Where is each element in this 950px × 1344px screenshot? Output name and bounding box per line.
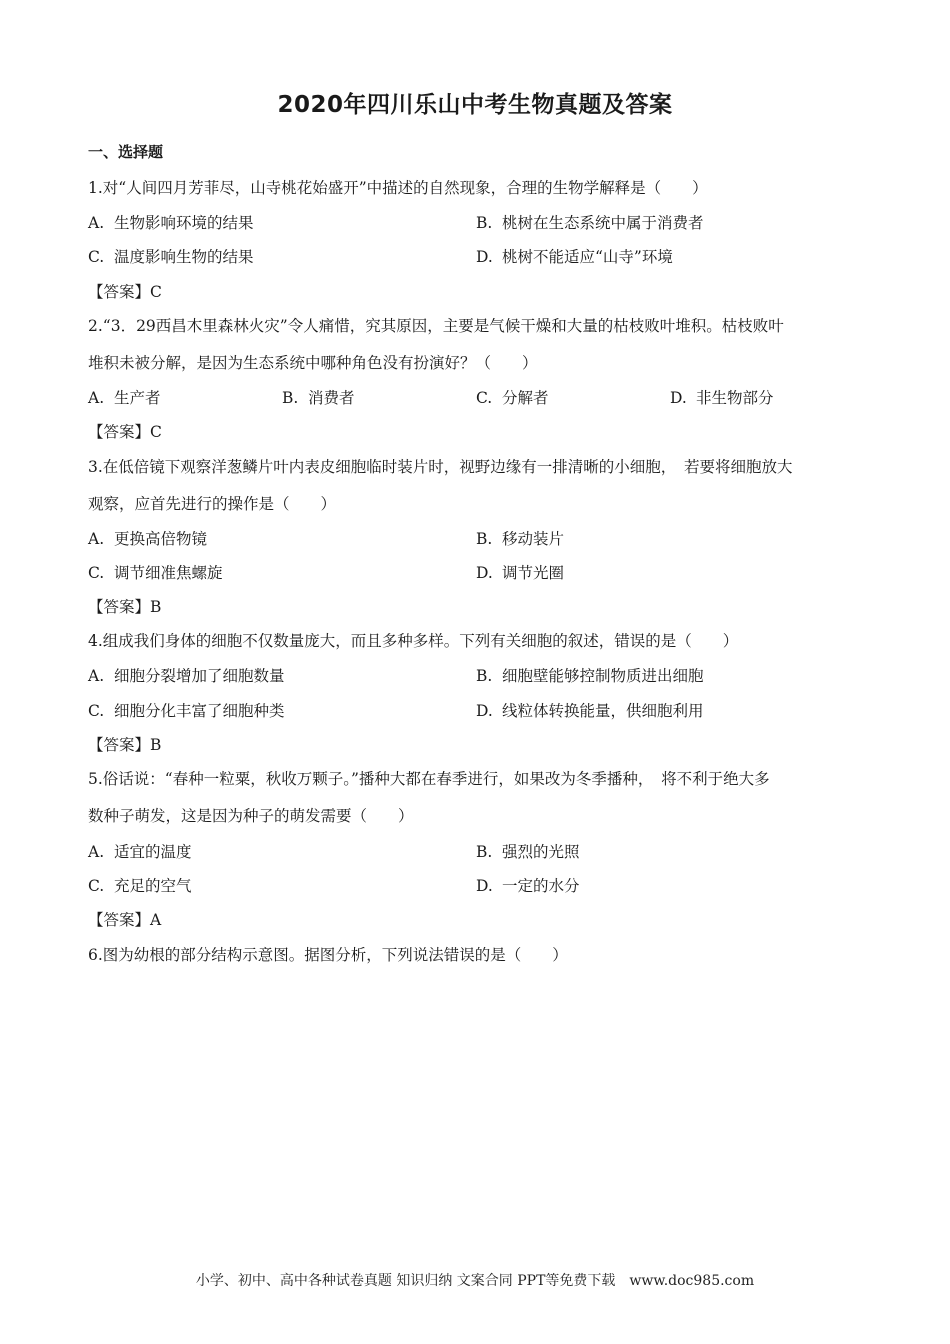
question-4-option-c: C. 细胞分化丰富了细胞种类 (88, 702, 285, 720)
question-2-line-2: 堆积未被分解，是因为生态系统中哪种角色没有扮演好？（ ） (88, 354, 538, 372)
question-2-option-b: B. 消费者 (282, 389, 355, 407)
question-5-line-1: 5.俗话说：“春种一粒粟，秋收万颗子。”播种大都在春季进行，如果改为冬季播种， 将不利于绝大多 (88, 770, 770, 788)
question-4-option-b: B. 细胞壁能够控制物质进出细胞 (476, 667, 704, 685)
question-5-line-2: 数种子萌发，这是因为种子的萌发需要（ ） (88, 807, 414, 825)
page-footer: 小学、初中、高中各种试卷真题 知识归纳 文案合同 PPT等免费下载 www.doc985.com (195, 1273, 755, 1289)
question-2-answer: 【答案】C (88, 423, 162, 441)
question-2-option-a: A. 生产者 (88, 389, 161, 407)
question-3-option-a: A. 更换高倍物镜 (88, 530, 208, 548)
question-1-answer: 【答案】C (88, 283, 162, 301)
question-4-line-1: 4.组成我们身体的细胞不仅数量庞大，而且多种多样。下列有关细胞的叙述，错误的是（ ） (88, 632, 739, 650)
question-4-answer: 【答案】B (88, 736, 162, 754)
question-3-option-c: C. 调节细准焦螺旋 (88, 564, 223, 582)
question-3-line-2: 观察，应首先进行的操作是（ ） (88, 495, 337, 513)
question-4-option-d: D. 线粒体转换能量，供细胞利用 (476, 702, 704, 720)
question-1-line-1: 1.对“人间四月芳菲尽，山寺桃花始盛开”中描述的自然现象，合理的生物学解释是（ ） (88, 179, 708, 197)
question-5-answer: 【答案】A (88, 911, 162, 929)
question-2-line-1: 2.“3．29西昌木里森林火灾”令人痛惜，究其原因，主要是气候干燥和大量的枯枝败叶堆积。枯枝败叶 (88, 317, 784, 335)
question-3-line-1: 3.在低倍镜下观察洋葱鳞片叶内表皮细胞临时装片时，视野边缘有一排清晰的小细胞， 若要将细胞放大 (88, 458, 793, 476)
question-2-option-d: D. 非生物部分 (670, 389, 774, 407)
question-6-line-1: 6.图为幼根的部分结构示意图。据图分析，下列说法错误的是（ ） (88, 946, 568, 964)
question-5-option-b: B. 强烈的光照 (476, 843, 580, 861)
question-2-option-c: C. 分解者 (476, 389, 549, 407)
question-4-option-a: A. 细胞分裂增加了细胞数量 (88, 667, 285, 685)
question-3-option-d: D. 调节光圈 (476, 564, 565, 582)
question-1-option-c: C. 温度影响生物的结果 (88, 248, 254, 266)
question-1-option-d: D. 桃树不能适应“山寺”环境 (476, 248, 673, 266)
section-heading: 一、选择题 (88, 143, 164, 161)
question-1-option-a: A. 生物影响环境的结果 (88, 214, 254, 232)
question-1-option-b: B. 桃树在生态系统中属于消费者 (476, 214, 704, 232)
question-3-answer: 【答案】B (88, 598, 162, 616)
question-5-option-d: D. 一定的水分 (476, 877, 580, 895)
document-title: 2020年四川乐山中考生物真题及答案 (277, 92, 673, 118)
question-3-option-b: B. 移动装片 (476, 530, 565, 548)
question-5-option-a: A. 适宜的温度 (88, 843, 192, 861)
question-5-option-c: C. 充足的空气 (88, 877, 192, 895)
